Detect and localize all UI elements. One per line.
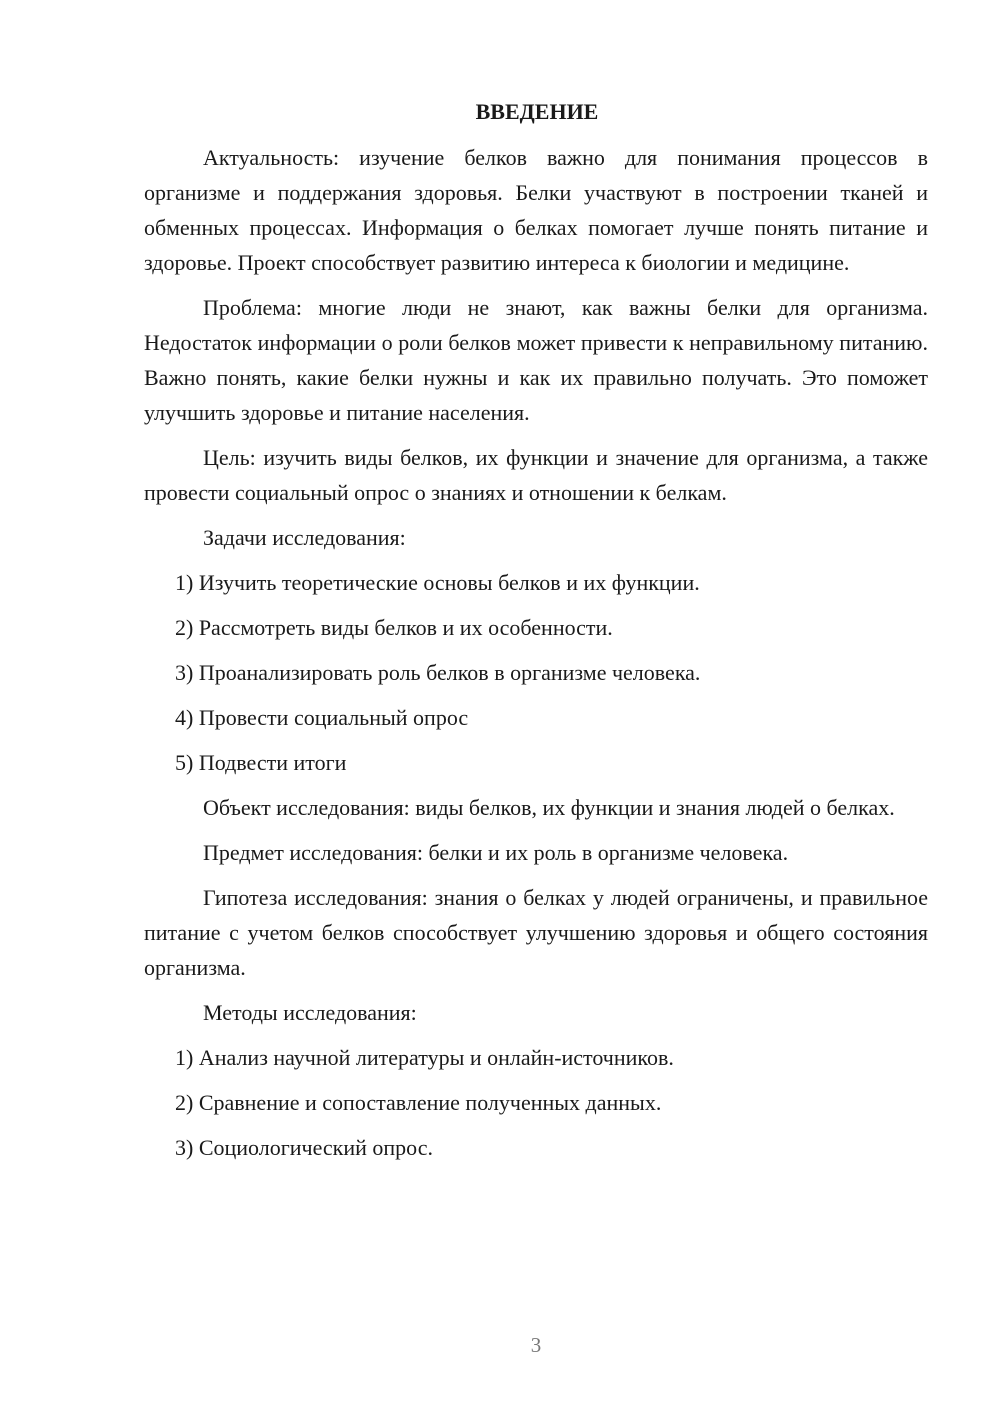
section-title: ВВЕДЕНИЕ xyxy=(475,99,599,124)
tasks-list xyxy=(144,565,928,780)
methods-heading: Методы исследования: xyxy=(203,1000,417,1025)
hypothesis-paragraph: Гипотеза исследования: знания о белках у людей ограничены, и правильное питание с учетом белков способствует улучшению здоровья и общего состояния организма. xyxy=(144,885,928,980)
task-item: 4) Провести социальный опрос xyxy=(175,705,469,730)
object-paragraph: Объект исследования: виды белков, их функции и знания людей о белках. xyxy=(203,795,895,820)
method-item: 1) Анализ научной литературы и онлайн-источников. xyxy=(175,1045,674,1070)
problem-paragraph: Проблема: многие люди не знают, как важны белки для организма. Недостаток информации о роли белков может привести к неправильному питанию. Важно понять, какие белки нужны и как их правильно получать. Это поможет улучшить здоровье и питание населения. xyxy=(144,295,928,425)
methods-list xyxy=(144,1040,928,1165)
method-item: 3) Социологический опрос. xyxy=(175,1135,433,1160)
relevance-paragraph: Актуальность: изучение белков важно для понимания процессов в организме и поддержания здоровья. Белки участвуют в построении тканей и обменных процессах. Информация о белках помогает лучше понять питание и здоровье. Проект способствует развитию интереса к биологии и медицине. xyxy=(144,145,928,275)
task-item: 3) Проанализировать роль белков в организме человека. xyxy=(175,660,701,685)
task-item: 2) Рассмотреть виды белков и их особенности. xyxy=(175,615,613,640)
task-item: 1) Изучить теоретические основы белков и их функции. xyxy=(175,570,700,595)
task-item: 5) Подвести итоги xyxy=(175,750,347,775)
page-number: 3 xyxy=(530,1333,542,1357)
subject-paragraph: Предмет исследования: белки и их роль в организме человека. xyxy=(203,840,789,865)
page-content xyxy=(144,96,928,1175)
goal-paragraph: Цель: изучить виды белков, их функции и значение для организма, а также провести социальный опрос о знаниях и отношении к белкам. xyxy=(144,445,928,505)
tasks-heading: Задачи исследования: xyxy=(203,525,406,550)
method-item: 2) Сравнение и сопоставление полученных данных. xyxy=(175,1090,662,1115)
